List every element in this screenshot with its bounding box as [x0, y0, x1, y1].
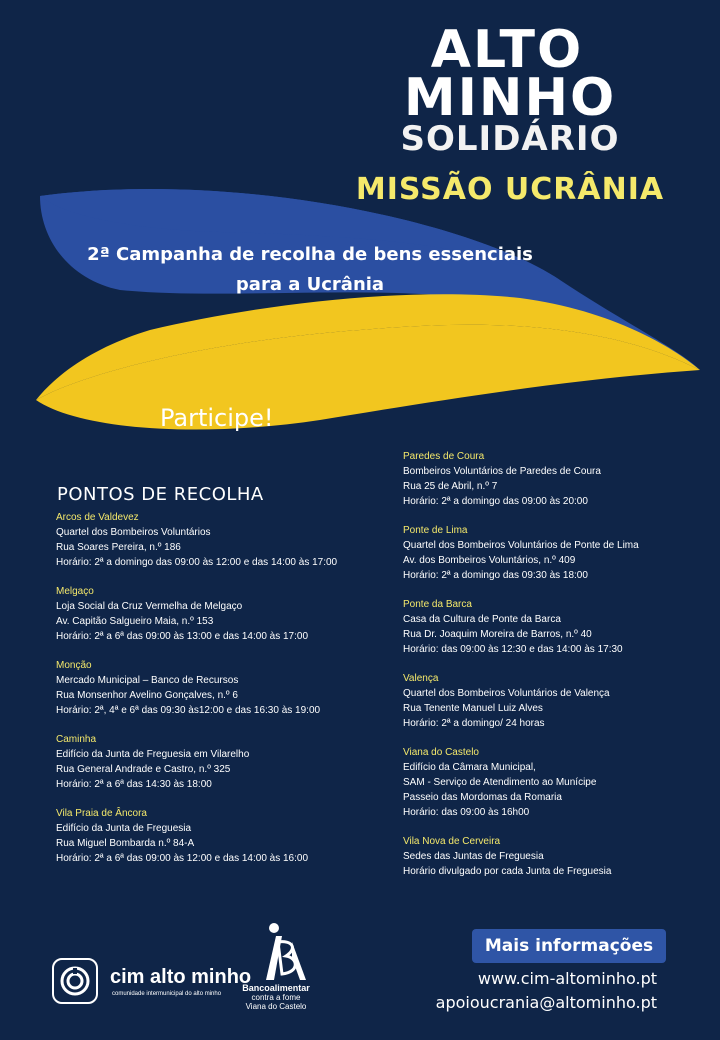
cim-name: cim alto minho — [110, 966, 252, 988]
location-name: Melgaço — [56, 586, 94, 597]
location-detail: Sedes das Juntas de Freguesia — [403, 851, 544, 862]
location-detail: Mercado Municipal – Banco de Recursos — [56, 675, 239, 686]
location-detail: Av. dos Bombeiros Voluntários, n.º 409 — [403, 555, 576, 566]
location-hours: Horário: 2ª a 6ª das 09:00 às 12:00 e das 14:00 às 16:00 — [56, 853, 309, 864]
location-detail: Passeio das Mordomas da Romaria — [403, 792, 562, 803]
campaign-line-1: 2ª Campanha de recolha de bens essenciais — [87, 244, 533, 265]
location-vila-nova-de-cerveira — [403, 834, 720, 879]
location-name: Ponte da Barca — [403, 599, 472, 610]
location-ponte-de-lima — [403, 523, 720, 583]
banco-alimentar-logo — [236, 984, 316, 1011]
location-caminha — [56, 732, 376, 792]
location-hours: Horário: 2ª a domingo das 09:00 às 12:00 e das 14:00 às 17:00 — [56, 557, 338, 568]
location-detail: Rua Miguel Bombarda n.º 84-A — [56, 838, 195, 849]
location-detail: Rua Soares Pereira, n.º 186 — [56, 542, 181, 553]
location-ponte-da-barca — [403, 597, 720, 657]
location-detail: Rua Tenente Manuel Luiz Alves — [403, 703, 543, 714]
location-arcos-de-valdevez — [56, 510, 376, 570]
campaign-line-2: para a Ucrânia — [235, 274, 385, 295]
collection-points-right-column — [403, 449, 720, 893]
location-hours: Horário divulgado por cada Junta de Freguesia — [403, 866, 612, 877]
banco-tagline: contra a fome — [251, 993, 301, 1002]
logo-line-2: MINHO — [403, 68, 617, 128]
location-moncao — [56, 658, 376, 718]
location-name: Arcos de Valdevez — [56, 512, 139, 523]
logo-line-1: ALTO — [430, 20, 584, 80]
location-detail: Edifício da Junta de Freguesia — [56, 823, 192, 834]
logo-line-3: SOLIDÁRIO — [400, 119, 620, 159]
collection-points-left-column — [56, 510, 376, 880]
website-link[interactable]: www.cim-altominho.pt — [477, 969, 657, 988]
location-hours: Horário: das 09:00 às 16h00 — [403, 807, 530, 818]
location-name: Vila Praia de Âncora — [56, 808, 147, 819]
participate-callout: Participe! — [160, 404, 274, 432]
email-link[interactable]: apoioucrania@altominho.pt — [435, 993, 657, 1012]
location-detail: Edifício da Câmara Municipal, — [403, 762, 536, 773]
location-detail: Quartel dos Bombeiros Voluntários — [56, 527, 211, 538]
location-detail: Quartel dos Bombeiros Voluntários de Valença — [403, 688, 610, 699]
location-valenca — [403, 671, 720, 731]
location-name: Monção — [56, 660, 92, 671]
location-detail: Av. Capitão Salgueiro Maia, n.º 153 — [56, 616, 214, 627]
location-detail: Rua Dr. Joaquim Moreira de Barros, n.º 40 — [403, 629, 592, 640]
location-detail: Rua General Andrade e Castro, n.º 325 — [56, 764, 231, 775]
campaign-heading — [80, 240, 540, 300]
location-detail: Quartel dos Bombeiros Voluntários de Ponte de Lima — [403, 540, 639, 551]
location-name: Valença — [403, 673, 439, 684]
location-name: Caminha — [56, 734, 97, 745]
location-vila-praia-de-ancora — [56, 806, 376, 866]
location-name: Vila Nova de Cerveira — [403, 836, 501, 847]
location-detail: Rua Monsenhor Avelino Gonçalves, n.º 6 — [56, 690, 238, 701]
collection-points-title: PONTOS DE RECOLHA — [57, 484, 264, 505]
ukraine-flag-swoosh — [0, 180, 720, 450]
alto-minho-solidario-logo — [380, 20, 640, 159]
banco-name: Bancoalimentar — [242, 983, 310, 993]
cim-emblem-icon — [52, 958, 98, 1004]
location-hours: Horário: 2ª, 4ª e 6ª das 09:30 às12:00 e das 16:30 às 19:00 — [56, 705, 321, 716]
location-viana-do-castelo — [403, 745, 720, 820]
location-name: Viana do Castelo — [403, 747, 479, 758]
location-hours: Horário: 2ª a domingo das 09:30 às 18:00 — [403, 570, 588, 581]
cim-subtitle: comunidade intermunicipal do alto minho — [112, 991, 222, 997]
location-detail: Bombeiros Voluntários de Paredes de Coura — [403, 466, 601, 477]
location-detail: SAM - Serviço de Atendimento ao Munícipe — [403, 777, 597, 788]
more-info-button[interactable]: Mais informações — [472, 929, 666, 963]
location-melgaco — [56, 584, 376, 644]
location-paredes-de-coura — [403, 449, 720, 509]
location-name: Paredes de Coura — [403, 451, 485, 462]
location-detail: Rua 25 de Abril, n.º 7 — [403, 481, 498, 492]
location-detail: Loja Social da Cruz Vermelha de Melgaço — [56, 601, 243, 612]
location-hours: Horário: 2ª a 6ª das 14:30 às 18:00 — [56, 779, 212, 790]
location-hours: Horário: 2ª a domingo/ 24 horas — [403, 718, 545, 729]
location-hours: Horário: das 09:00 às 12:30 e das 14:00 às 17:30 — [403, 644, 623, 655]
location-hours: Horário: 2ª a 6ª das 09:00 às 13:00 e das 14:00 às 17:00 — [56, 631, 309, 642]
location-detail: Edifício da Junta de Freguesia em Vilarelho — [56, 749, 250, 760]
location-detail: Casa da Cultura de Ponte da Barca — [403, 614, 561, 625]
location-hours: Horário: 2ª a domingo das 09:00 às 20:00 — [403, 496, 588, 507]
banco-city: Viana do Castelo — [245, 1002, 307, 1011]
mission-title: MISSÃO UCRÂNIA — [355, 172, 665, 207]
location-name: Ponte de Lima — [403, 525, 468, 536]
spiral-icon — [54, 960, 96, 1002]
banco-alimentar-figure-icon — [262, 922, 308, 982]
